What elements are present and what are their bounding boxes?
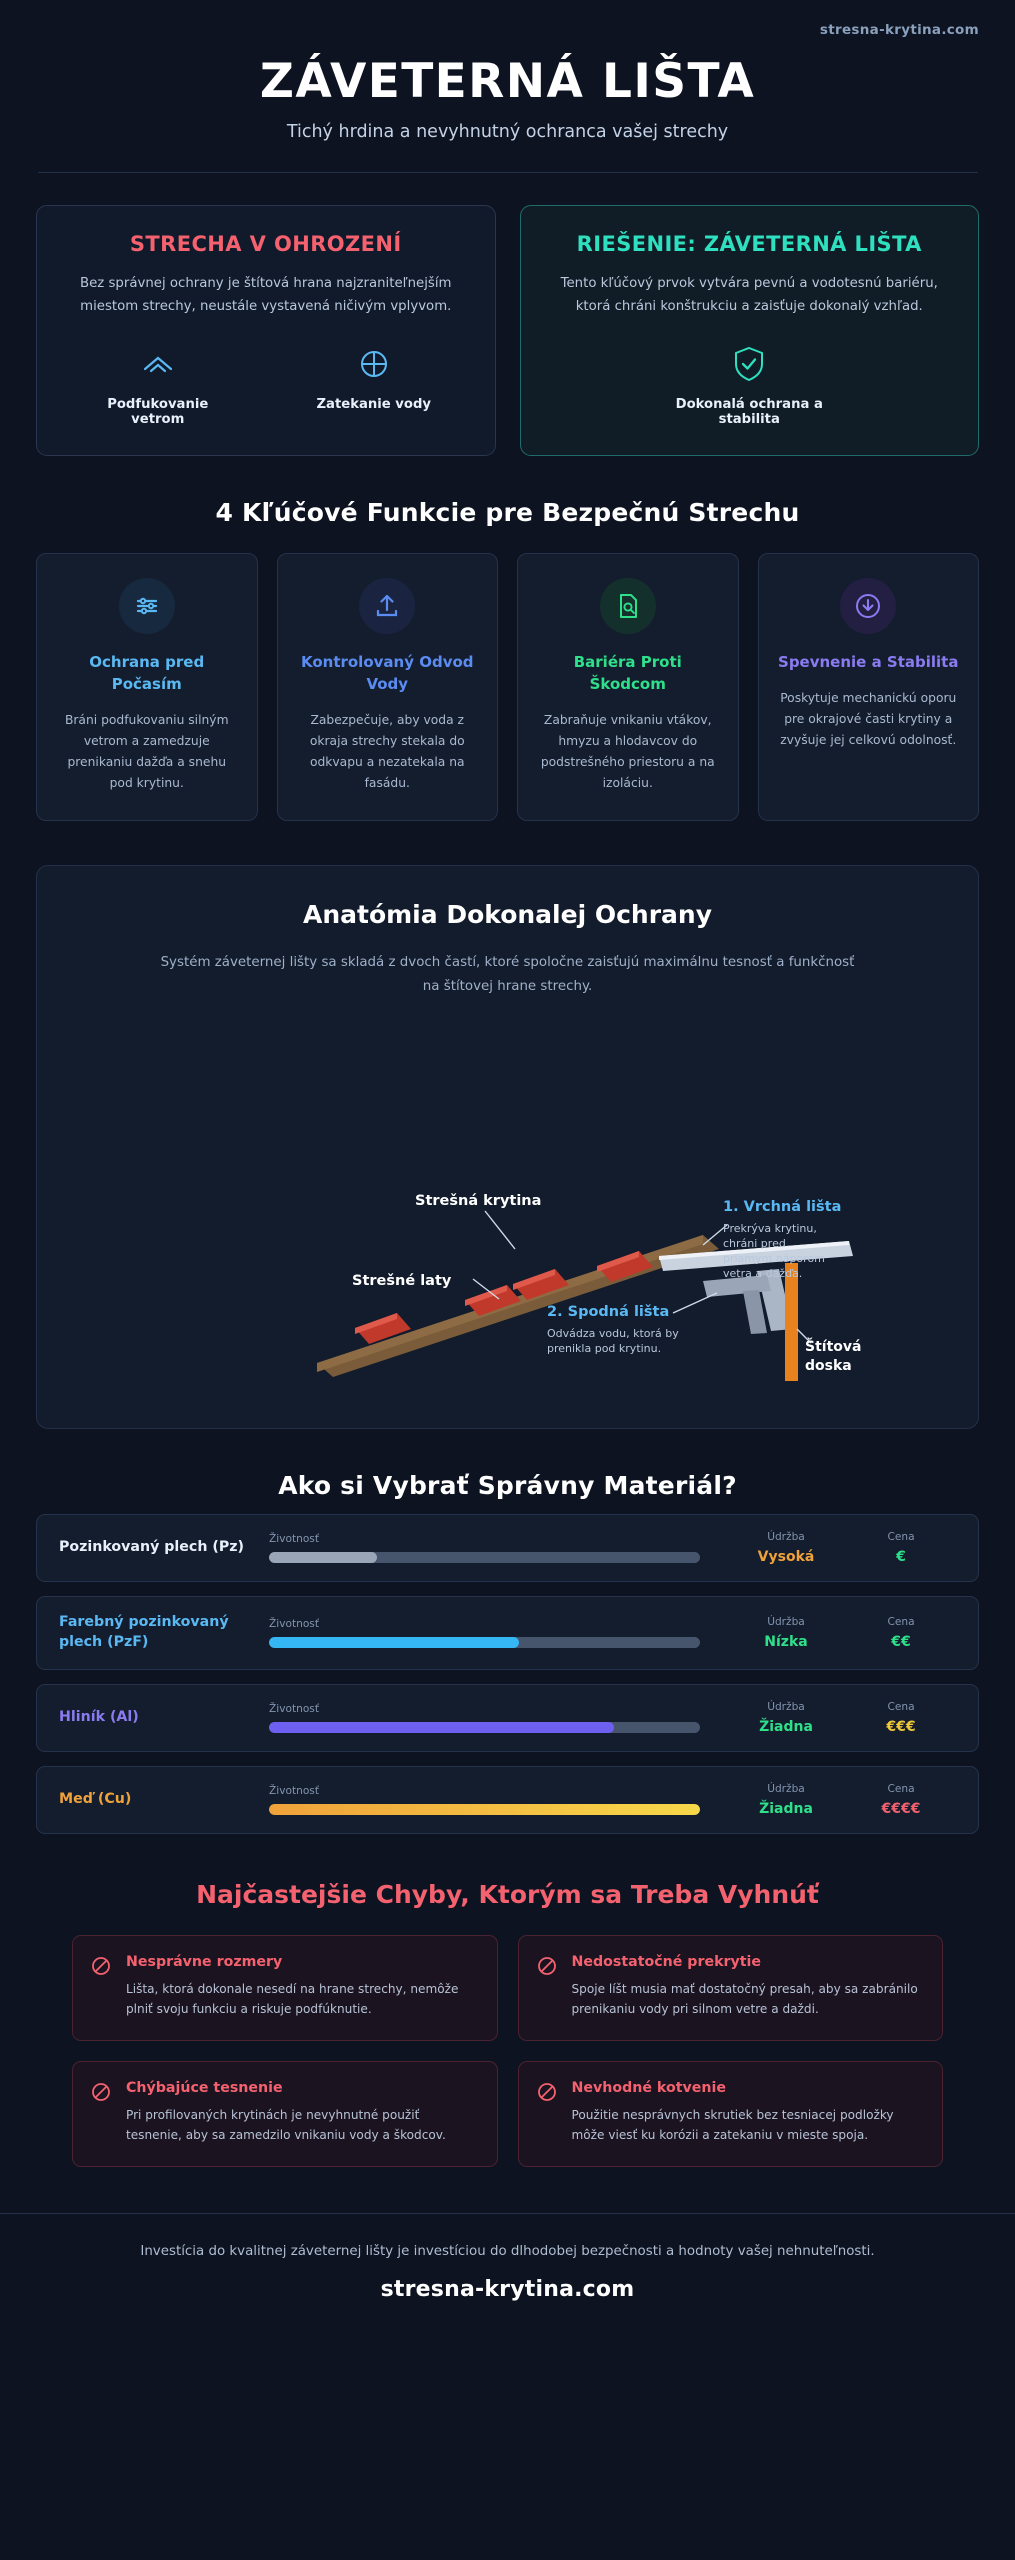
material-price-label: Cena <box>887 1530 915 1543</box>
mistakes-list <box>0 1909 1015 2167</box>
material-maintenance-value: Žiadna <box>759 1718 813 1735</box>
material-price-col <box>846 1531 956 1565</box>
material-life-track <box>269 1552 700 1563</box>
shield-check-icon <box>674 344 824 384</box>
material-name: Hliník (Al) <box>59 1708 139 1725</box>
solution-card-title: RIEŠENIE: ZÁVETERNÁ LIŠTA <box>576 231 922 256</box>
label-gable-board-line1: Štítová <box>805 1338 862 1355</box>
danger-icon-label-water: Zatekanie vody <box>316 397 431 413</box>
materials-table <box>0 1514 1015 1834</box>
features-section-title: 4 Kľúčové Funkcie pre Bezpečnú Strechu <box>215 498 800 528</box>
danger-icon-item-wind <box>83 344 233 427</box>
material-life-col <box>269 1618 726 1648</box>
label-battens: Strešné laty <box>352 1272 452 1289</box>
danger-icon-item-water <box>299 344 449 427</box>
material-maintenance-col <box>726 1783 846 1817</box>
mistake-title: Chýbajúce tesnenie <box>126 2079 283 2096</box>
feature-title-water: Kontrolovaný Odvod Vody <box>300 653 474 693</box>
feature-text-stability: Poskytuje mechanickú oporu pre okrajové časti krytiny a zvyšuje jej celkovú odolnosť. <box>780 690 957 748</box>
anatomy-diagram-svg <box>67 1013 950 1388</box>
pest-barrier-icon <box>600 578 656 634</box>
features-list <box>0 527 1015 821</box>
mistake-text: Použitie nesprávnych skrutiek bez tesniacej podložky môže viesť ku korózii a zatekaniu v mieste spoja. <box>571 2107 894 2143</box>
material-maintenance-label: Údržba <box>767 1782 805 1795</box>
mistake-card-sealing <box>72 2061 498 2167</box>
material-life-label: Životnosť <box>269 1702 319 1715</box>
wind-icon <box>83 344 233 384</box>
mistake-card-overlap <box>518 1935 944 2041</box>
danger-card-title: STRECHA V OHROZENÍ <box>129 231 402 256</box>
anatomy-lead: Systém záveternej lišty sa skladá z dvoch častí, ktoré spoločne zaisťujú maximálnu tesnosť a funkčnosť na štítovej hrane strechy. <box>160 955 855 995</box>
site-domain-top: stresna-krytina.com <box>819 22 979 38</box>
mistake-title: Nevhodné kotvenie <box>571 2079 726 2096</box>
solution-card-text: Tento kľúčový prvok vytvára pevnú a vodotesnú bariéru, ktorá chráni konštrukciu a zaisťuje dokonalý vzhľad. <box>560 275 938 314</box>
table-row <box>36 1766 979 1834</box>
solution-icon-row <box>545 344 955 427</box>
prohibited-icon <box>537 2080 559 2146</box>
table-row <box>36 1514 979 1582</box>
mistakes-section-title: Najčastejšie Chyby, Ktorým sa Treba Vyhnúť <box>196 1879 819 1909</box>
feature-title-weather: Ochrana pred Počasím <box>89 653 205 693</box>
feature-card-stability <box>758 553 980 821</box>
material-life-track <box>269 1722 700 1733</box>
material-maintenance-value: Nízka <box>764 1633 808 1650</box>
feature-title-stability: Spevnenie a Stabilita <box>778 653 959 672</box>
feature-card-water <box>277 553 499 821</box>
material-maintenance-col <box>726 1616 846 1650</box>
header <box>0 38 1015 173</box>
table-row <box>36 1596 979 1670</box>
label-bottom-strip-line2: prenikla pod krytinu. <box>547 1341 662 1355</box>
material-name: Pozinkovaný plech (Pz) <box>59 1539 244 1555</box>
material-price-label: Cena <box>887 1700 915 1713</box>
page-subtitle: Tichý hrdina a nevyhnutný ochranca vašej strechy <box>286 121 729 142</box>
material-price-col <box>846 1616 956 1650</box>
label-top-strip-line3: priamym náporom <box>723 1251 825 1265</box>
material-price-value: €€€ <box>886 1718 916 1735</box>
danger-card <box>36 205 496 457</box>
mistake-title: Nedostatočné prekrytie <box>571 1953 762 1970</box>
material-price-col <box>846 1783 956 1817</box>
mistake-card-dimensions <box>72 1935 498 2041</box>
material-maintenance-label: Údržba <box>767 1530 805 1543</box>
prohibited-icon <box>91 1954 113 2020</box>
feature-text-weather: Bráni podfukovaniu silným vetrom a zamedzuje prenikaniu dažďa a snehu pod krytinu. <box>64 712 229 791</box>
materials-section-title: Ako si Vybrať Správny Materiál? <box>278 1470 737 1500</box>
anatomy-diagram <box>67 1013 948 1388</box>
material-life-label: Životnosť <box>269 1784 319 1797</box>
feature-text-pest: Zabraňuje vnikaniu vtákov, hmyzu a hlodavcov do podstrešného priestoru a na izoláciu. <box>540 712 715 791</box>
material-price-col <box>846 1701 956 1735</box>
material-life-label: Životnosť <box>269 1532 319 1545</box>
mistake-text: Spoje líšt musia mať dostatočný presah, aby sa zabránilo prenikaniu vody pri silnom vetre a daždi. <box>571 1981 918 2017</box>
material-name: Meď (Cu) <box>59 1790 132 1807</box>
material-life-col <box>269 1703 726 1733</box>
material-maintenance-value: Vysoká <box>757 1548 815 1565</box>
material-price-value: €€ <box>891 1633 911 1650</box>
material-life-fill <box>269 1722 614 1733</box>
material-life-col <box>269 1785 726 1815</box>
material-price-label: Cena <box>887 1615 915 1628</box>
mistake-card-anchoring <box>518 2061 944 2167</box>
label-top-strip-line4: vetra a dažďa. <box>723 1266 803 1280</box>
label-gable-board-line2: doska <box>805 1357 852 1374</box>
material-price-value: € <box>896 1548 906 1565</box>
footer-brand: stresna-krytina.com <box>380 2276 635 2302</box>
material-life-track <box>269 1637 700 1648</box>
label-top-strip-line1: Prekrýva krytinu, <box>723 1221 817 1235</box>
page-title: ZÁVETERNÁ LIŠTA <box>259 54 756 109</box>
feature-card-weather <box>36 553 258 821</box>
mistake-text: Lišta, ktorá dokonale nesedí na hrane strechy, nemôže plniť svoju funkciu a riskuje podfúknutie. <box>126 1981 459 2017</box>
feature-title-pest: Bariéra Proti Škodcom <box>573 653 682 693</box>
material-life-fill <box>269 1637 519 1648</box>
prohibited-icon <box>537 1954 559 2020</box>
footer <box>0 2213 1015 2336</box>
danger-icon-row <box>61 344 471 427</box>
material-maintenance-label: Údržba <box>767 1700 805 1713</box>
problem-solution-cards <box>0 173 1015 457</box>
download-stability-icon <box>840 578 896 634</box>
label-top-strip-title: 1. Vrchná lišta <box>723 1198 842 1215</box>
solution-icon-label: Dokonalá ochrana a stabilita <box>675 397 823 428</box>
feature-card-pest <box>517 553 739 821</box>
material-life-fill <box>269 1804 700 1815</box>
upload-water-icon <box>359 578 415 634</box>
danger-icon-label-wind: Podfukovanie vetrom <box>107 397 209 428</box>
danger-card-text: Bez správnej ochrany je štítová hrana najzraniteľnejším miestom strechy, neustále vystavená ničivým vplyvom. <box>79 275 452 314</box>
mistake-title: Nesprávne rozmery <box>126 1953 283 1970</box>
anatomy-title: Anatómia Dokonalej Ochrany <box>302 900 713 930</box>
label-bottom-strip-line1: Odvádza vodu, ktorá by <box>547 1326 679 1340</box>
anatomy-section <box>36 865 979 1429</box>
footer-note: Investícia do kvalitnej záveternej lišty je investíciou do dlhodobej bezpečnosti a hodnoty vašej nehnuteľnosti. <box>140 2243 875 2259</box>
feature-text-water: Zabezpečuje, aby voda z okraja strechy stekala do odkvapu a nezatekala na fasádu. <box>309 712 465 791</box>
solution-card <box>520 205 980 457</box>
solution-icon-item <box>674 344 824 427</box>
label-roof-covering: Strešná krytina <box>415 1192 542 1209</box>
mistake-text: Pri profilovaných krytinách je nevyhnutné použiť tesnenie, aby sa zamedzilo vnikaniu vody a škodcov. <box>126 2107 446 2143</box>
material-price-value: €€€€ <box>881 1800 921 1817</box>
material-life-col <box>269 1533 726 1563</box>
material-life-track <box>269 1804 700 1815</box>
prohibited-icon <box>91 2080 113 2146</box>
material-name: Farebný pozinkovaný plech (PzF) <box>59 1613 229 1650</box>
label-top-strip-line2: chráni pred <box>723 1236 786 1250</box>
material-maintenance-value: Žiadna <box>759 1800 813 1817</box>
material-maintenance-col <box>726 1531 846 1565</box>
water-drop-icon <box>299 344 449 384</box>
material-price-label: Cena <box>887 1782 915 1795</box>
weather-layers-icon <box>119 578 175 634</box>
table-row <box>36 1684 979 1752</box>
material-maintenance-col <box>726 1701 846 1735</box>
material-maintenance-label: Údržba <box>767 1615 805 1628</box>
label-bottom-strip-title: 2. Spodná lišta <box>547 1303 670 1320</box>
material-life-label: Životnosť <box>269 1617 319 1630</box>
material-life-fill <box>269 1552 377 1563</box>
